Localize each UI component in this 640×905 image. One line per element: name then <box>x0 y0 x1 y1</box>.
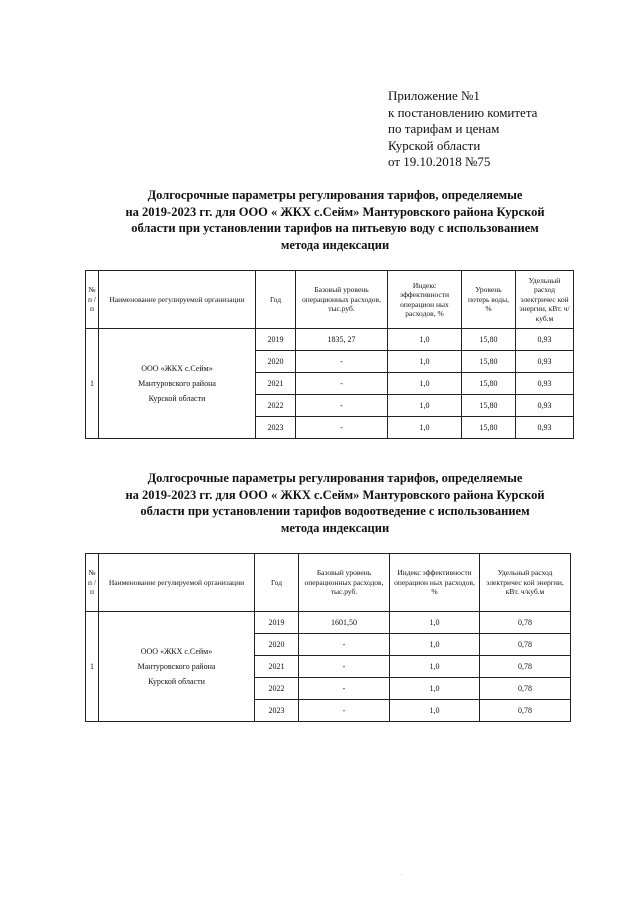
title-line: метода индексации <box>280 237 390 252</box>
header-row <box>86 554 571 612</box>
appendix-block <box>388 88 628 171</box>
base-cell: - <box>299 656 390 678</box>
energy-cell: 0,78 <box>480 634 571 656</box>
scan-speck: · <box>400 872 402 878</box>
table-row <box>86 329 574 351</box>
header-organization: Наименование регулируемой организации <box>99 554 255 612</box>
appendix-line: от 19.10.2018 №75 <box>388 154 491 169</box>
base-cell: 1835, 27 <box>296 329 388 351</box>
year-cell: 2020 <box>255 634 299 656</box>
index-cell: 1,0 <box>390 656 480 678</box>
index-cell: 1,0 <box>388 395 462 417</box>
header-row <box>86 271 574 329</box>
org-line: Курской области <box>148 394 206 403</box>
year-cell: 2022 <box>255 678 299 700</box>
energy-cell: 0,93 <box>516 329 574 351</box>
base-cell: - <box>299 700 390 722</box>
header-base-costs: Базовый уровень операционных расходов, тыс.руб. <box>299 554 390 612</box>
water-tariff-table <box>85 270 574 439</box>
header-number: № п / п <box>86 271 99 329</box>
energy-cell: 0,93 <box>516 373 574 395</box>
header-year: Год <box>256 271 296 329</box>
org-line: Мантуровского района <box>138 379 216 388</box>
row-number: 1 <box>86 329 99 439</box>
index-cell: 1,0 <box>390 700 480 722</box>
header-efficiency-index: Индекс эффективности операцион ных расходов, % <box>390 554 480 612</box>
org-line: ООО «ЖКХ с.Сейм» <box>140 647 213 656</box>
year-cell: 2023 <box>256 417 296 439</box>
loss-cell: 15,80 <box>462 395 516 417</box>
title-line: на 2019-2023 гг. для ООО « ЖКХ с.Сейм» Мантуровского района Курской <box>125 487 545 502</box>
base-cell: - <box>299 678 390 700</box>
year-cell: 2023 <box>255 700 299 722</box>
index-cell: 1,0 <box>388 417 462 439</box>
title-line: Долгосрочные параметры регулирования тарифов, определяемые <box>147 471 523 485</box>
loss-cell: 15,80 <box>462 351 516 373</box>
table-row <box>86 612 571 634</box>
row-number: 1 <box>86 612 99 722</box>
title-line: области при установлении тарифов водоотведение с использованием <box>140 504 530 518</box>
title-line: на 2019-2023 гг. для ООО « ЖКХ с.Сейм» Мантуровского района Курской <box>125 204 545 219</box>
wastewater-tariff-table <box>85 553 571 722</box>
header-energy-consumption: Удельный расход электричес кой энергии, кВт. ч/куб.м <box>480 554 571 612</box>
title-line: метода индексации <box>280 520 390 535</box>
header-water-loss: Уровень потерь воды, % <box>462 271 516 329</box>
year-cell: 2019 <box>255 612 299 634</box>
org-line: Мантуровского района <box>137 662 216 671</box>
base-cell: - <box>296 395 388 417</box>
appendix-line: к постановлению комитета <box>388 104 538 120</box>
energy-cell: 0,78 <box>480 656 571 678</box>
index-cell: 1,0 <box>388 351 462 373</box>
energy-cell: 0,93 <box>516 351 574 373</box>
energy-cell: 0,93 <box>516 395 574 417</box>
index-cell: 1,0 <box>390 678 480 700</box>
title-line: области при установлении тарифов на питьевую воду с использованием <box>131 221 539 235</box>
base-cell: - <box>296 373 388 395</box>
index-cell: 1,0 <box>390 612 480 634</box>
year-cell: 2022 <box>256 395 296 417</box>
year-cell: 2019 <box>256 329 296 351</box>
energy-cell: 0,93 <box>516 417 574 439</box>
appendix-line: Курской области <box>388 137 481 153</box>
year-cell: 2020 <box>256 351 296 373</box>
loss-cell: 15,80 <box>462 417 516 439</box>
index-cell: 1,0 <box>390 634 480 656</box>
header-base-costs: Базовый уровень операционных расходов, тыс.руб. <box>296 271 388 329</box>
year-cell: 2021 <box>255 656 299 678</box>
appendix-line: по тарифам и ценам <box>388 121 500 136</box>
base-cell: - <box>296 351 388 373</box>
index-cell: 1,0 <box>388 373 462 395</box>
header-year: Год <box>255 554 299 612</box>
section2-title <box>70 470 600 536</box>
base-cell: 1601,50 <box>299 612 390 634</box>
loss-cell: 15,80 <box>462 373 516 395</box>
org-line: Курской области <box>148 677 205 686</box>
base-cell: - <box>296 417 388 439</box>
year-cell: 2021 <box>256 373 296 395</box>
header-number: № п / п <box>86 554 99 612</box>
energy-cell: 0,78 <box>480 612 571 634</box>
base-cell: - <box>299 634 390 656</box>
index-cell: 1,0 <box>388 329 462 351</box>
section1-title <box>70 187 600 253</box>
title-line: Долгосрочные параметры регулирования тарифов, определяемые <box>147 188 523 202</box>
energy-cell: 0,78 <box>480 700 571 722</box>
energy-cell: 0,78 <box>480 678 571 700</box>
org-line: ООО «ЖКХ с.Сейм» <box>141 364 213 373</box>
organization-name <box>99 329 256 439</box>
organization-name <box>99 612 255 722</box>
appendix-line: Приложение №1 <box>388 88 480 103</box>
header-energy-consumption: Удельный расход электричес кой энергии, кВт. ч/куб.м <box>516 271 574 329</box>
header-organization: Наименование регулируемой организации <box>99 271 256 329</box>
loss-cell: 15,80 <box>462 329 516 351</box>
header-efficiency-index: Индекс эффективности операцион ных расходов, % <box>388 271 462 329</box>
